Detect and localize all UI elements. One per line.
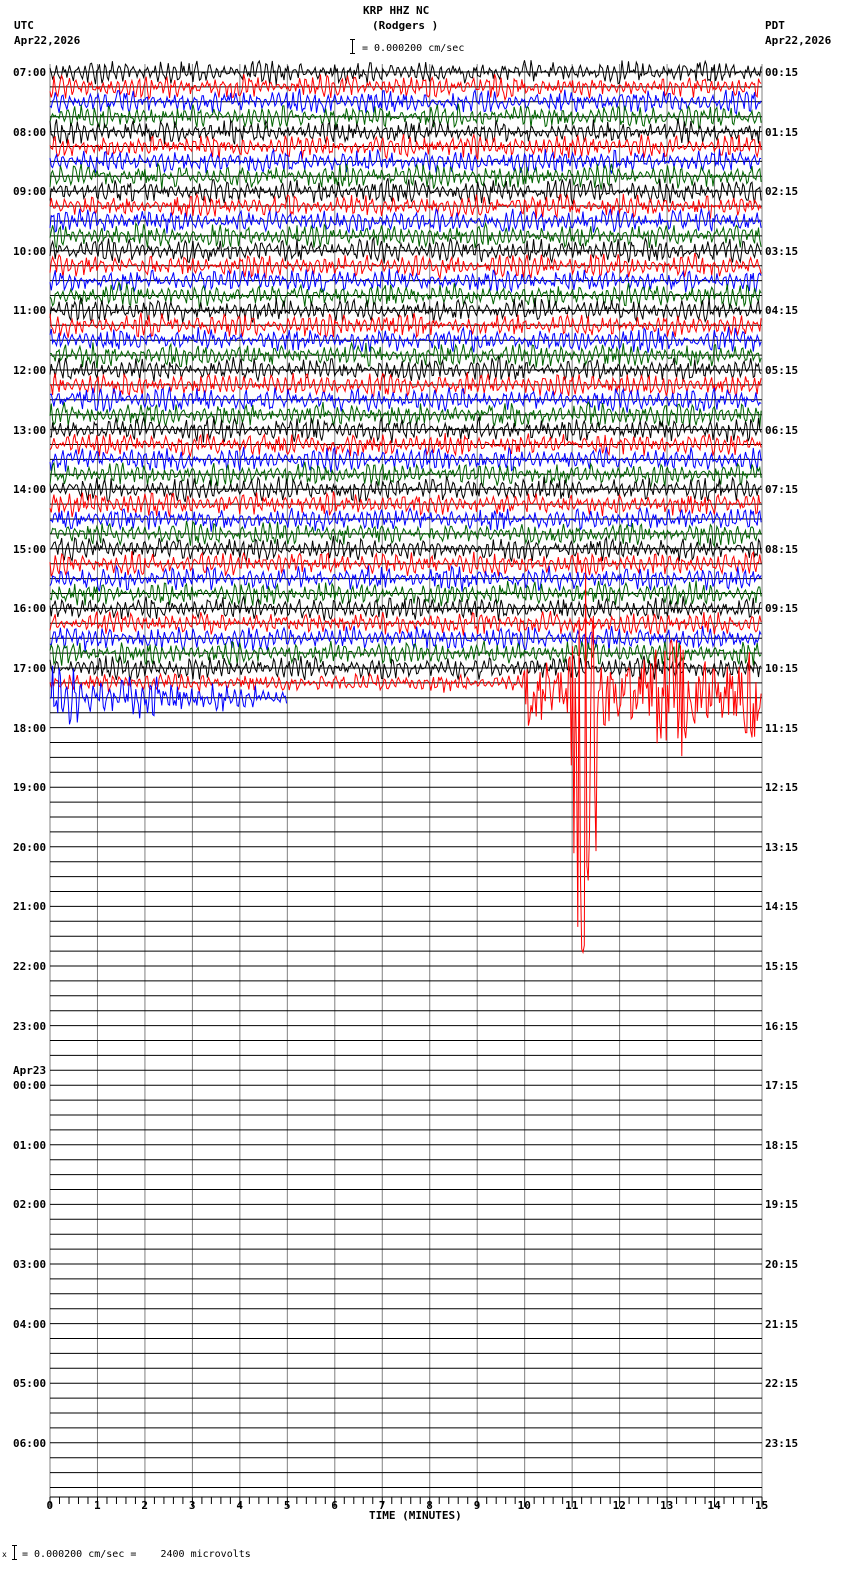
right-time-label: 18:15 <box>765 1138 799 1152</box>
right-time-label: 01:15 <box>765 125 799 139</box>
right-time-label: 20:15 <box>765 1258 799 1271</box>
left-date: Apr22,2026 <box>14 34 81 47</box>
station-title: KRP HHZ NC <box>363 4 430 17</box>
footer-scale-bar-icon <box>14 1545 15 1559</box>
right-time-label: 08:15 <box>765 542 799 556</box>
x-tick-label: 0 <box>46 1499 54 1512</box>
left-time-label: 11:00 <box>13 304 47 318</box>
x-tick-label: 8 <box>426 1499 433 1512</box>
x-tick-label: 14 <box>707 1499 721 1512</box>
left-time-label: 10:00 <box>13 244 47 258</box>
footer-scale-bar-cap-b <box>12 1559 17 1560</box>
right-time-label: 10:15 <box>765 662 799 675</box>
left-date-label: Apr23 <box>13 1064 47 1078</box>
scale-text: = 0.000200 cm/sec <box>362 43 465 54</box>
right-time-label: 21:15 <box>765 1317 799 1331</box>
right-time-label: 00:15 <box>765 66 799 79</box>
x-tick-label: 11 <box>565 1499 579 1512</box>
x-tick-label: 1 <box>93 1499 101 1512</box>
left-time-label: 14:00 <box>13 483 47 497</box>
left-time-label: 15:00 <box>13 542 47 556</box>
left-time-label: 22:00 <box>13 960 47 973</box>
right-time-label: 16:15 <box>765 1019 799 1033</box>
right-time-label: 15:15 <box>765 960 799 973</box>
x-tick-label: 6 <box>331 1499 338 1512</box>
x-tick-label: 10 <box>517 1499 531 1512</box>
right-time-label: 05:15 <box>765 364 799 377</box>
x-tick-label: 3 <box>188 1499 196 1512</box>
right-time-label: 03:15 <box>765 244 799 258</box>
x-axis-title: TIME (MINUTES) <box>369 1509 462 1522</box>
station-location: (Rodgers ) <box>372 19 439 32</box>
footer-scale-prefix: x <box>2 1550 7 1559</box>
left-time-label: 04:00 <box>13 1317 47 1331</box>
left-time-label: 07:00 <box>13 66 47 79</box>
x-tick-label: 2 <box>141 1499 149 1512</box>
footer-scale-note: = 0.000200 cm/sec = 2400 microvolts <box>22 1549 251 1560</box>
left-time-label: 21:00 <box>13 900 47 914</box>
x-tick-label: 13 <box>660 1499 674 1512</box>
left-time-label: 08:00 <box>13 125 47 139</box>
footer-scale-bar-cap <box>12 1545 17 1546</box>
right-time-label: 22:15 <box>765 1377 799 1391</box>
left-time-label: 12:00 <box>13 364 47 377</box>
right-timezone: PDT <box>765 19 785 32</box>
x-tick-label: 12 <box>612 1499 626 1512</box>
right-time-label: 09:15 <box>765 602 799 616</box>
right-time-label: 13:15 <box>765 840 799 854</box>
x-tick-label: 5 <box>283 1499 291 1512</box>
left-time-label: 20:00 <box>13 840 47 854</box>
left-time-label: 06:00 <box>13 1436 47 1450</box>
left-time-label: 02:00 <box>13 1198 47 1212</box>
left-time-label: 23:00 <box>13 1019 47 1033</box>
x-tick-label: 9 <box>473 1499 481 1512</box>
right-date: Apr22,2026 <box>765 34 832 47</box>
left-time-label: 19:00 <box>13 781 47 795</box>
left-time-label: 16:00 <box>13 602 47 616</box>
right-time-label: 06:15 <box>765 423 799 437</box>
right-time-label: 17:15 <box>765 1079 799 1093</box>
x-tick-label: 7 <box>378 1499 386 1512</box>
left-time-label: 01:00 <box>13 1138 47 1152</box>
right-time-label: 19:15 <box>765 1198 799 1212</box>
left-time-label: 05:00 <box>13 1377 47 1391</box>
right-time-label: 07:15 <box>765 483 799 497</box>
left-time-label: 00:00 <box>13 1079 47 1093</box>
left-time-label: 03:00 <box>13 1258 47 1271</box>
left-time-label: 09:00 <box>13 185 47 199</box>
right-time-label: 02:15 <box>765 185 799 199</box>
x-tick-label: 15 <box>755 1499 769 1512</box>
right-time-label: 14:15 <box>765 900 799 914</box>
right-time-label: 23:15 <box>765 1436 799 1450</box>
left-time-label: 18:00 <box>13 721 47 735</box>
left-time-label: 17:00 <box>13 662 47 675</box>
right-time-label: 11:15 <box>765 721 799 735</box>
left-time-label: 13:00 <box>13 423 47 437</box>
right-time-label: 12:15 <box>765 781 799 795</box>
x-tick-label: 4 <box>236 1499 243 1512</box>
right-time-label: 04:15 <box>765 304 799 318</box>
left-timezone: UTC <box>14 19 34 32</box>
